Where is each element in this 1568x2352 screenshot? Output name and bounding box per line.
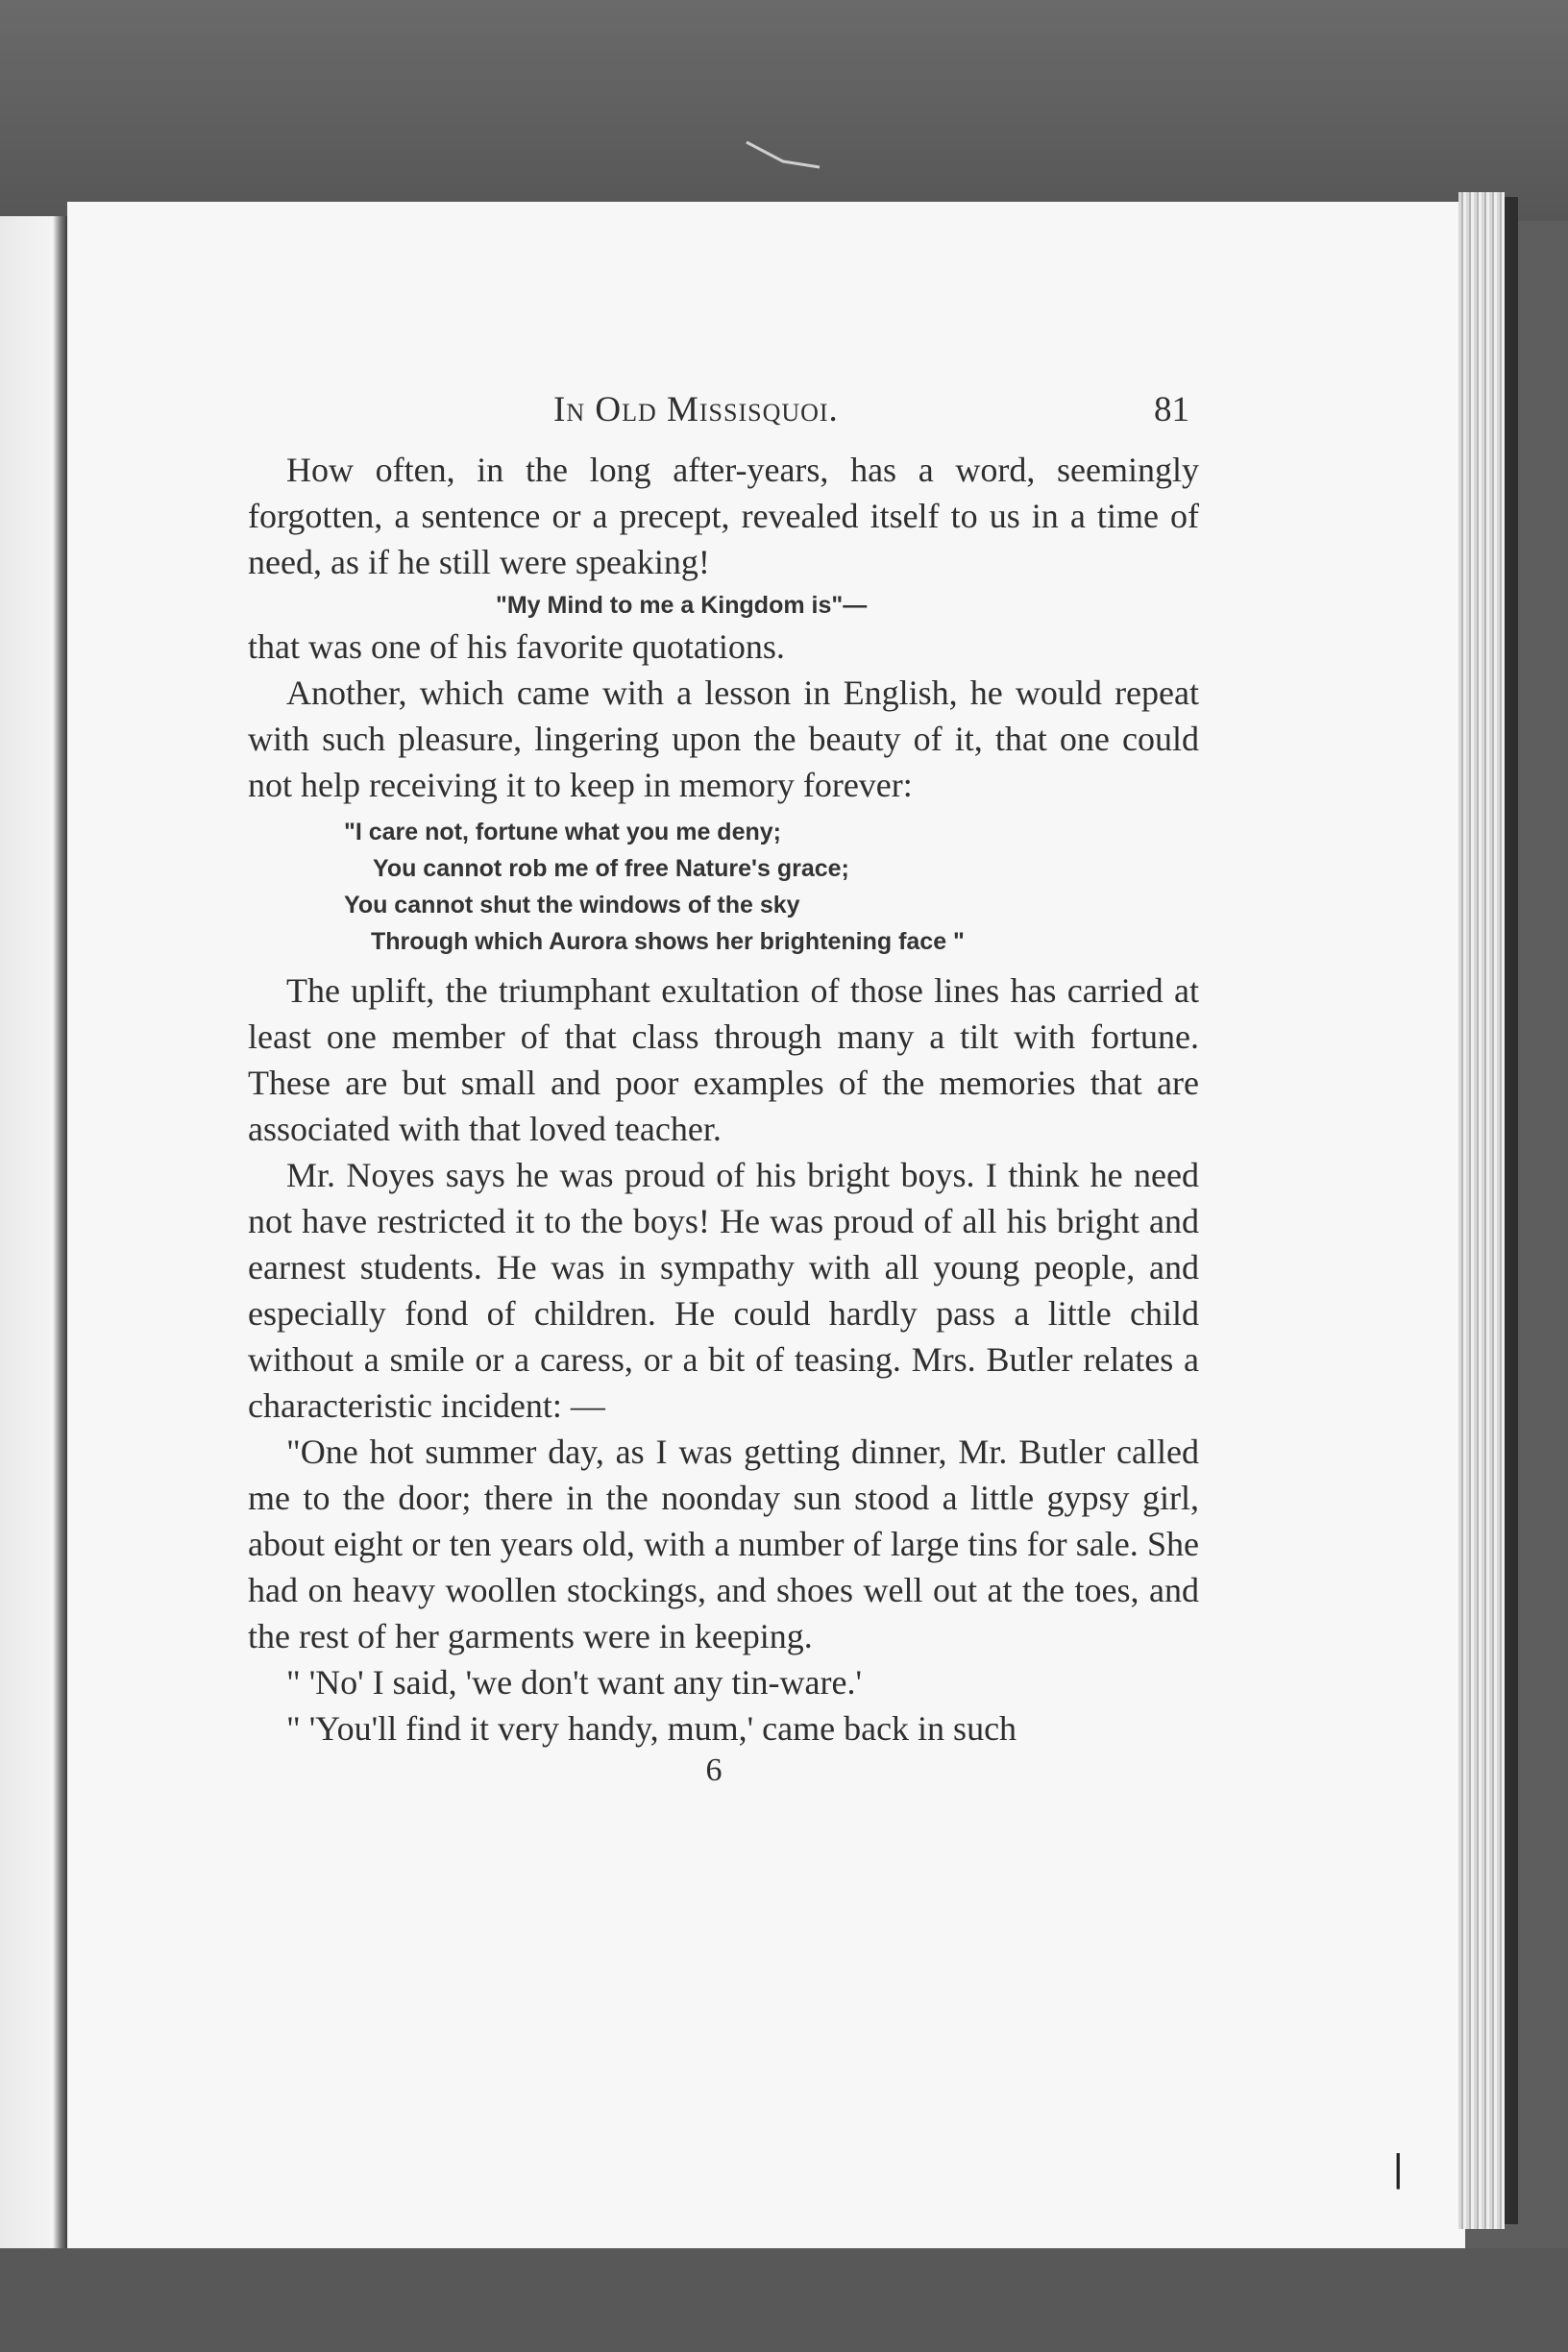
scan-background-bottom (0, 2248, 1568, 2352)
verse-quotation (248, 814, 1199, 960)
facing-page-edge (0, 216, 67, 2248)
paragraph-2: that was one of his favorite quotations. (248, 627, 785, 666)
scan-background-top (0, 0, 1568, 221)
paragraph-3: Another, which came with a lesson in English, he would repeat with such pleasure, lingering upon the beauty of it, that one could not help receiving it to keep in memory forever: (248, 674, 1199, 804)
paragraph-5: Mr. Noyes says he was proud of his bright boys. I think he need not have restricted it to the boys! He was proud of all his bright and earnest students. He was in sympathy with all young people, and especially fond of children. He could hardly pass a little child without a smile or a caress, or a bit of teasing. Mrs. Butler relates a characteristic incident: — (248, 1156, 1199, 1425)
quotation-my-mind: "My Mind to me a Kingdom is"— (496, 592, 868, 619)
running-head (248, 389, 1199, 447)
page-number: 81 (1154, 390, 1189, 429)
paragraph-4: The uplift, the triumphant exultation of those lines has carried at least one member of that class through many a tilt with fortune. These are but small and poor examples of the memories that are associated with that loved teacher. (248, 971, 1199, 1148)
paragraph-7: " 'No' I said, 'we don't want any tin-ware.' (286, 1663, 862, 1702)
paragraph-6: "One hot summer day, as I was getting dinner, Mr. Butler called me to the door; there in the noonday sun stood a little gypsy girl, about eight or ten years old, with a number of large tins for sale. She had on heavy woollen stockings, and shoes well out at the toes, and the rest of her garments were in keeping. (248, 1433, 1199, 1655)
stray-pen-mark (745, 135, 821, 173)
binding-shadow (1505, 197, 1518, 2224)
verse-line: You cannot rob me of free Nature's grace; (373, 855, 849, 882)
verse-line: You cannot shut the windows of the sky (344, 892, 800, 919)
verse-line: "I care not, fortune what you me deny; (344, 819, 781, 845)
verse-line: Through which Aurora shows her brightening face " (371, 928, 965, 955)
margin-mark: | (1393, 2147, 1404, 2190)
paragraph-1: How often, in the long after-years, has a word, seemingly forgotten, a sentence or a precept, revealed itself to us in a time of need, as if he still were speaking! (248, 451, 1199, 581)
signature-mark: 6 (705, 1752, 723, 1788)
page-text-block (248, 389, 1199, 1790)
paragraph-8: " 'You'll find it very handy, mum,' came back in such (286, 1709, 1017, 1748)
running-title: In Old Missisquoi. (553, 390, 839, 429)
page-fore-edge (1458, 192, 1505, 2229)
